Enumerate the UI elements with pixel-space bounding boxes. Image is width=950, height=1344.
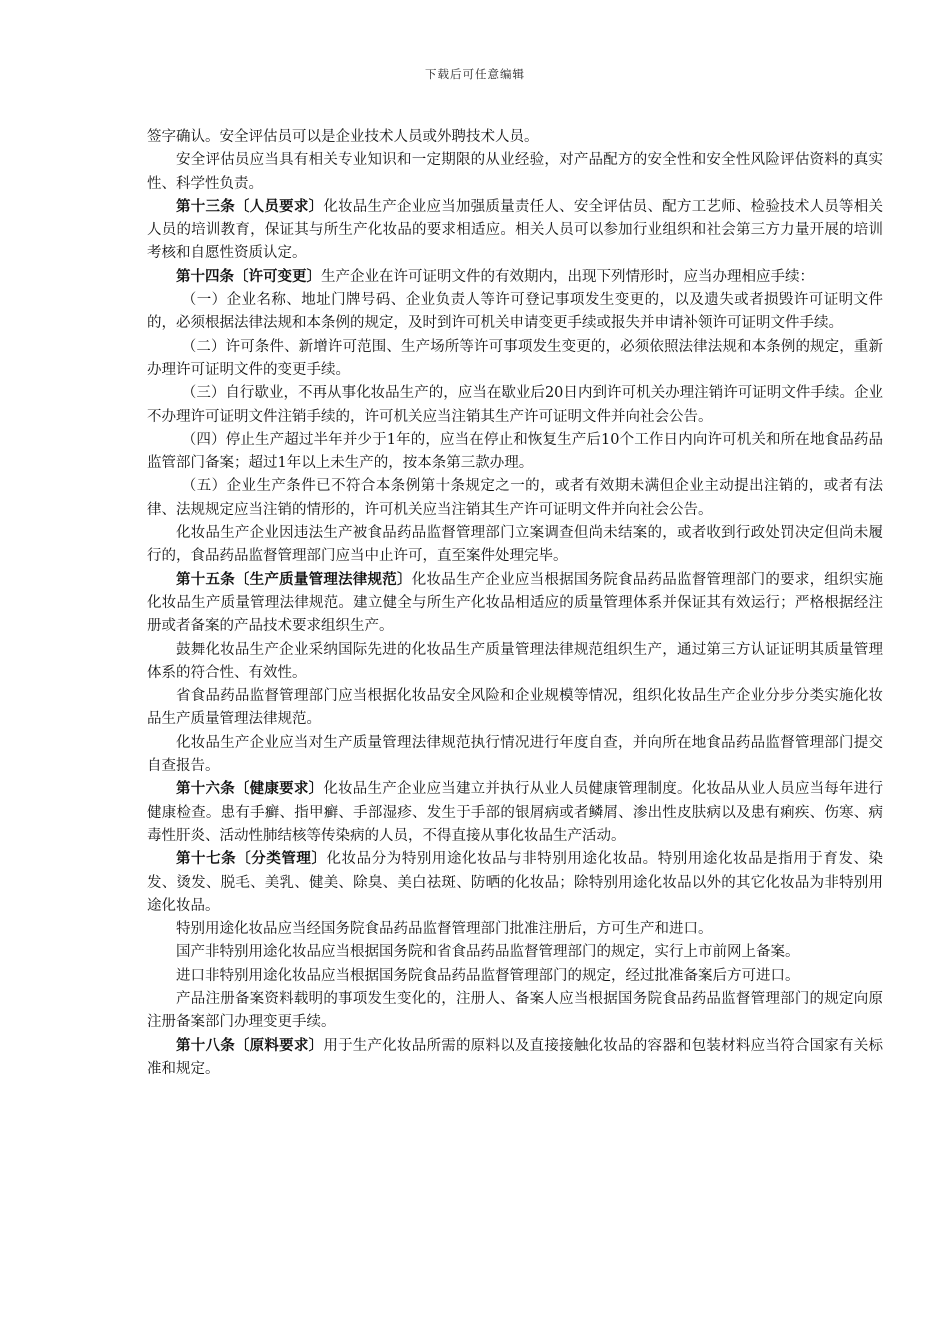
- paragraph-text: 签字确认。安全评估员可以是企业技术人员或外聘技术人员。: [147, 129, 539, 145]
- article-heading: 第十三条〔人员要求〕: [176, 198, 324, 215]
- paragraph-text: 用于生产化妆品所需的原料以及直接接触化妆品的容器和包装材料应当符合国家有关标准和规定。: [147, 1037, 883, 1077]
- paragraph-text: （三）自行歇业，不再从事化妆品生产的，应当在歇业后20日内到许可机关办理注销许可证明文件手续。企业不办理许可证明文件注销手续的，许可机关应当注销其生产许可证明文件并向社会公告。: [147, 385, 883, 425]
- list-item-paragraph: [147, 429, 883, 476]
- article-paragraph: [147, 778, 883, 848]
- paragraph-text: （二）许可条件、新增许可范围、生产场所等许可事项发生变更的，必须依照法律法规和本条例的规定，重新办理许可证明文件的变更手续。: [147, 338, 883, 378]
- paragraph: [147, 685, 883, 732]
- paragraph-text: 生产企业在许可证明文件的有效期内，出现下列情形时，应当办理相应手续：: [321, 268, 814, 285]
- paragraph: [147, 965, 883, 988]
- article-paragraph: [147, 848, 883, 918]
- paragraph-text: 化妆品生产企业应当根据国务院食品药品监督管理部门的要求，组织实施化妆品生产质量管理法律规范。建立健全与所生产化妆品相适应的质量管理体系并保证其有效运行；严格根据经注册或者备案的产品技术要求组织生产。: [147, 571, 884, 635]
- paragraph-text: （五）企业生产条件已不符合本条例第十条规定之一的，或者有效期未满但企业主动提出注销的，或者有法律、法规规定应当注销的情形的，许可机关应当注销其生产许可证明文件并向社会公告。: [147, 478, 883, 518]
- article-paragraph: [147, 1035, 883, 1082]
- list-item-paragraph: [147, 289, 883, 336]
- paragraph-text: 鼓舞化妆品生产企业采纳国际先进的化妆品生产质量管理法律规范组织生产，通过第三方认证证明其质量管理体系的符合性、有效性。: [147, 641, 883, 681]
- list-item-paragraph: [147, 475, 883, 522]
- article-paragraph: [147, 569, 883, 639]
- paragraph: [147, 149, 883, 196]
- article-paragraph: [147, 266, 883, 289]
- paragraph-text: 国产非特别用途化妆品应当根据国务院和省食品药品监督管理部门的规定，实行上市前网上备案。: [176, 944, 800, 961]
- article-heading: 第十七条〔分类管理〕: [176, 851, 327, 868]
- paragraph-text: （四）停止生产超过半年并少于1年的，应当在停止和恢复生产后10个工作日内向许可机关和所在地食品药品监管部门备案；超过1年以上未生产的，按本条第三款办理。: [147, 431, 883, 472]
- paragraph-text: 化妆品生产企业应当对生产质量管理法律规范执行情况进行年度自查，并向所在地食品药品监督管理部门提交自查报告。: [147, 734, 883, 775]
- paragraph-text: 安全评估员应当具有相关专业知识和一定期限的从业经验，对产品配方的安全性和安全性风险评估资料的真实性、科学性负责。: [147, 152, 883, 192]
- list-item-paragraph: [147, 382, 883, 429]
- article-heading: 第十四条〔许可变更〕: [176, 268, 321, 285]
- paragraph-text: （一）企业名称、地址门牌号码、企业负责人等许可登记事项发生变更的，以及遗失或者损毁许可证明文件的，必须根据法律法规和本条例的规定，及时到许可机关申请变更手续或报失并申请补领许可证明文件手续。: [147, 292, 883, 332]
- article-paragraph: [147, 196, 883, 266]
- paragraph: [147, 918, 883, 941]
- paragraph-text: 化妆品分为特别用途化妆品与非特别用途化妆品。特别用途化妆品是指用于育发、染发、烫发、脱毛、美乳、健美、除臭、美白祛斑、防晒的化妆品；除特别用途化妆品以外的其它化妆品为非特别用途化妆品。: [147, 851, 884, 914]
- page-header: 下载后可任意编辑: [425, 67, 525, 81]
- paragraph-text: 省食品药品监督管理部门应当根据化妆品安全风险和企业规模等情况，组织化妆品生产企业分步分类实施化妆品生产质量管理法律规范。: [147, 688, 883, 728]
- paragraph-text: 化妆品生产企业因违法生产被食品药品监督管理部门立案调查但尚未结案的，或者收到行政处罚决定但尚未履行的，食品药品监督管理部门应当中止许可，直至案件处理完毕。: [147, 525, 883, 565]
- paragraph-text: 化妆品生产企业应当建立并执行从业人员健康管理制度。化妆品从业人员应当每年进行健康检查。患有手癣、指甲癣、手部湿疹、发生于手部的银屑病或者鳞屑、渗出性皮肤病以及患有痢疾、伤寒、病毒性肝炎、活动性肺结核等传染病的人员，不得直接从事化妆品生产活动。: [147, 781, 883, 844]
- paragraph-text: 产品注册备案资料载明的事项发生变化的，注册人、备案人应当根据国务院食品药品监督管理部门的规定向原注册备案部门办理变更手续。: [147, 990, 883, 1031]
- paragraph: [147, 522, 883, 569]
- paragraph: [147, 639, 883, 686]
- document-body: [147, 126, 883, 1081]
- paragraph-text: 特别用途化妆品应当经国务院食品药品监督管理部门批准注册后，方可生产和进口。: [176, 921, 713, 938]
- paragraph: [147, 941, 883, 964]
- article-heading: 第十六条〔健康要求〕: [176, 781, 324, 798]
- article-heading: 第十五条〔生产质量管理法律规范〕: [176, 571, 412, 588]
- paragraph: [147, 126, 883, 149]
- paragraph-text: 化妆品生产企业应当加强质量责任人、安全评估员、配方工艺师、检验技术人员等相关人员的培训教育，保证其与所生产化妆品的要求相适应。相关人员可以参加行业组织和社会第三方力量开展的培训考核和自愿性资质认定。: [147, 198, 883, 262]
- paragraph: [147, 988, 883, 1035]
- list-item-paragraph: [147, 336, 883, 383]
- article-heading: 第十八条〔原料要求〕: [176, 1037, 324, 1054]
- paragraph: [147, 732, 883, 779]
- paragraph-text: 进口非特别用途化妆品应当根据国务院食品药品监督管理部门的规定，经过批准备案后方可进口。: [176, 967, 800, 984]
